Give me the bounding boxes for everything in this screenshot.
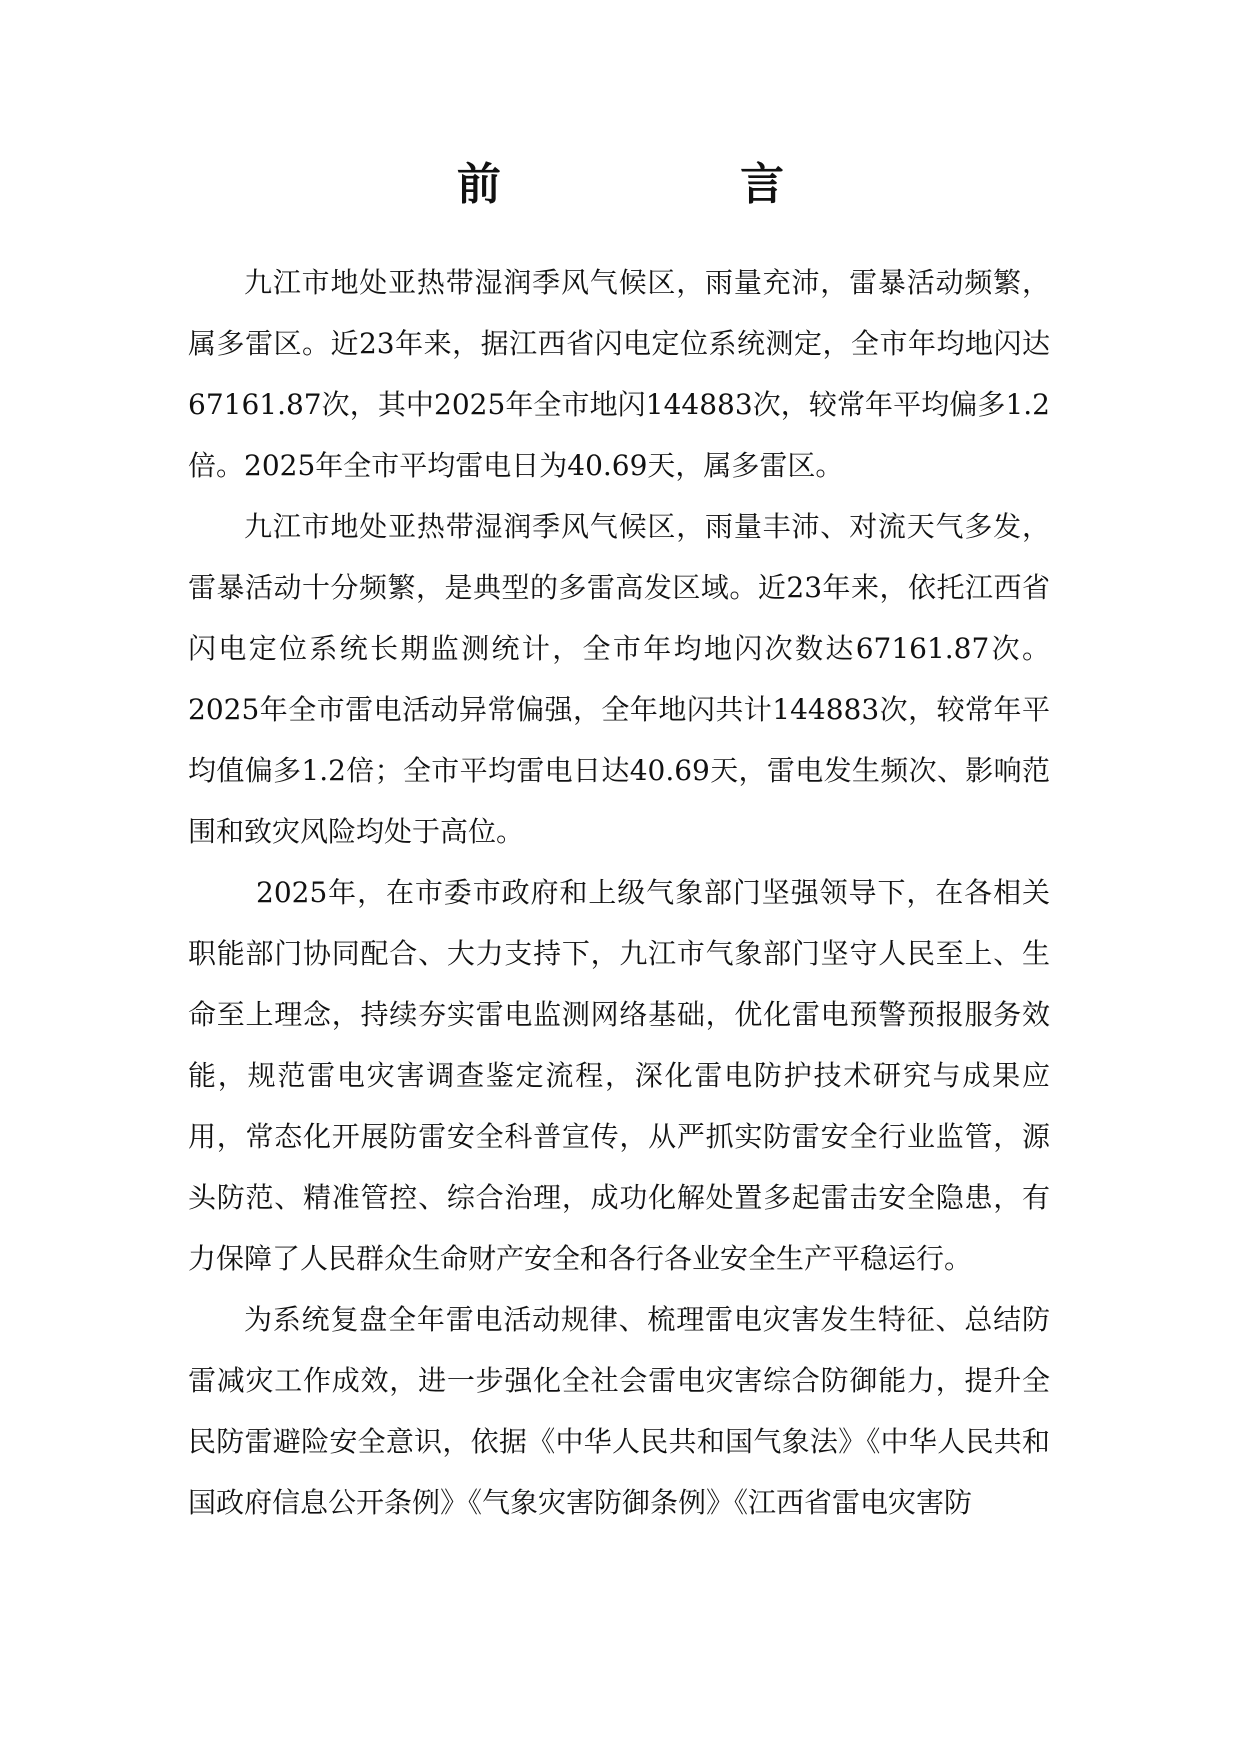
document-body (188, 252, 1050, 1533)
paragraph-1: 九江市地处亚热带湿润季风气候区，雨量充沛，雷暴活动频繁，属多雷区。近23年来，据江西省闪电定位系统测定，全市年均地闪达67161.87次，其中2025年全市地闪144883次，较常年平均偏多1.2倍。2025年全市平均雷电日为40.69天，属多雷区。 (188, 266, 1050, 482)
paragraph-3: 2025年，在市委市政府和上级气象部门坚强领导下，在各相关职能部门协同配合、大力支持下，九江市气象部门坚守人民至上、生命至上理念，持续夯实雷电监测网络基础，优化雷电预警预报服务效能，规范雷电灾害调查鉴定流程，深化雷电防护技术研究与成果应用，常态化开展防雷安全科普宣传，从严抓实防雷安全行业监管，源头防范、精准管控、综合治理，成功化解处置多起雷击安全隐患，有力保障了人民群众生命财产安全和各行各业安全生产平稳运行。 (188, 876, 1050, 1275)
page-title: 前 言 (456, 159, 897, 210)
paragraph-2: 九江市地处亚热带湿润季风气候区，雨量丰沛、对流天气多发，雷暴活动十分频繁，是典型的多雷高发区域。近23年来，依托江西省闪电定位系统长期监测统计，全市年均地闪次数达67161.87次。2025年全市雷电活动异常偏强，全年地闪共计144883次，较常年平均值偏多1.2倍；全市平均雷电日达40.69天，雷电发生频次、影响范围和致灾风险均处于高位。 (188, 510, 1050, 848)
paragraph-4: 为系统复盘全年雷电活动规律、梳理雷电灾害发生特征、总结防雷减灾工作成效，进一步强化全社会雷电灾害综合防御能力，提升全民防雷避险安全意识，依据《中华人民共和国气象法》《中华人民共和国政府信息公开条例》《气象灾害防御条例》《江西省雷电灾害防 (188, 1303, 1050, 1519)
